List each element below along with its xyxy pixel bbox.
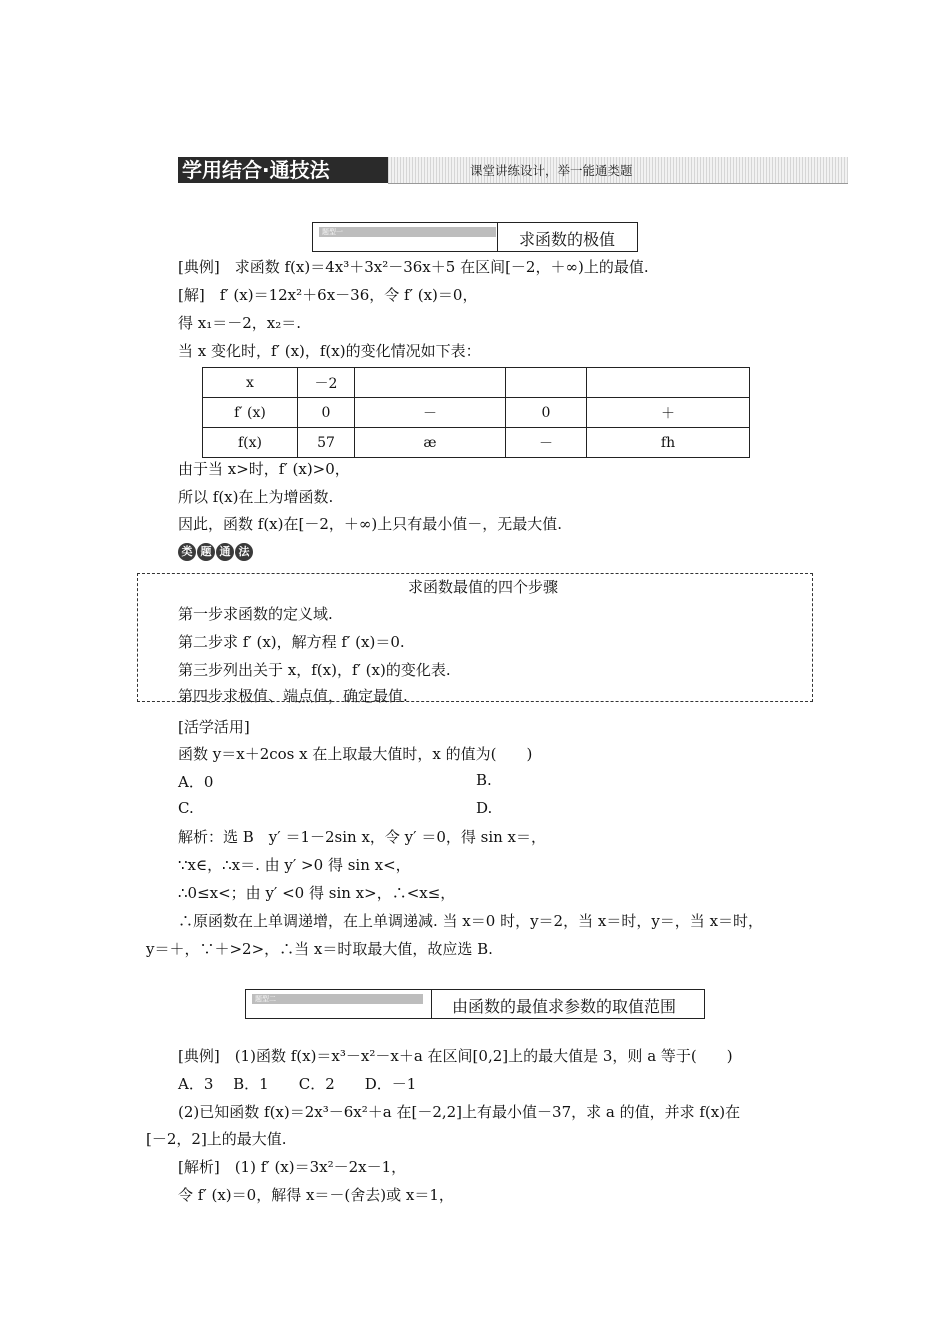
table-row	[203, 398, 750, 428]
example1-line3: 得 x₁＝－2，x₂＝.	[178, 314, 302, 332]
example2-solution-2: 令 f′ (x)＝0，解得 x＝－(舍去)或 x＝1，	[178, 1186, 454, 1204]
example2-options: A．3 B．1 C．2 D．－1	[178, 1075, 417, 1093]
table-row	[203, 368, 750, 398]
table-cell: x	[203, 368, 298, 398]
section-banner-title: 学用结合·通技法	[178, 157, 388, 183]
example1-line2: [解] f′ (x)＝12x²＋6x－36，令 f′ (x)＝0，	[178, 286, 478, 304]
topic-divider	[497, 223, 498, 251]
table-cell	[506, 368, 587, 398]
table-cell: －2	[298, 368, 355, 398]
table-cell: f(x)	[203, 428, 298, 458]
topic-title-1: 求函数的极值	[519, 230, 616, 249]
answer-line-5: y＝＋，∵＋>2>，∴当 x＝时取最大值，故应选 B.	[146, 940, 493, 958]
badge-char: 题	[197, 543, 215, 561]
method-badge	[178, 543, 253, 561]
step-2: 第二步求 f′ (x)，解方程 f′ (x)＝0.	[178, 633, 405, 651]
table-row	[203, 428, 750, 458]
example1-line1: [典例] 求函数 f(x)＝4x³＋3x²－36x＋5 在区间[－2，＋∞)上的最值.	[178, 258, 649, 276]
topic-tag-1: 题型一	[319, 227, 496, 237]
example1-line4: 当 x 变化时，f′ (x)，f(x)的变化情况如下表：	[178, 342, 481, 360]
practice-heading: [活学活用]	[178, 718, 250, 736]
example1-conclusion-2: 所以 f(x)在上为增函数.	[178, 488, 334, 506]
table-cell: ＋	[587, 398, 750, 428]
badge-char: 通	[216, 543, 234, 561]
answer-line-1: 解析：选 B y′ ＝1－2sin x，令 y′ ＝0，得 sin x＝，	[178, 828, 547, 846]
table-cell: 0	[298, 398, 355, 428]
topic-header-2	[245, 989, 705, 1019]
topic-header-1	[312, 222, 638, 252]
example1-conclusion-1: 由于当 x>时，f′ (x)>0，	[178, 460, 350, 478]
example1-conclusion-3: 因此，函数 f(x)在[－2，＋∞)上只有最小值－，无最大值.	[178, 515, 562, 533]
option-a: A．0	[178, 773, 214, 791]
table-cell: æ	[355, 428, 506, 458]
table-cell: 0	[506, 398, 587, 428]
option-b: B.	[476, 771, 492, 789]
table-cell: －	[355, 398, 506, 428]
practice-question: 函数 y＝x＋2cos x 在上取最大值时，x 的值为( )	[178, 745, 533, 763]
topic-divider	[431, 990, 432, 1018]
answer-line-3: ∴0≤x<；由 y′ <0 得 sin x>，∴<x≤，	[178, 884, 456, 902]
step-4: 第四步求极值、端点值，确定最值.	[178, 687, 408, 705]
section-banner-subtitle: 课堂讲练设计，举一能通类题	[470, 163, 633, 178]
badge-char: 类	[178, 543, 196, 561]
option-d: D.	[476, 799, 493, 817]
example2-line3: (2)已知函数 f(x)＝2x³－6x²＋a 在[－2,2]上有最小值－37，求 a 的值，并求 f(x)在	[178, 1103, 741, 1121]
steps-box	[137, 573, 813, 705]
example2-line1: [典例] (1)函数 f(x)＝x³－x²－x＋a 在区间[0,2]上的最大值是 3，则 a 等于( )	[178, 1047, 733, 1065]
badge-char: 法	[235, 543, 253, 561]
topic-tag-2: 题型二	[252, 994, 423, 1004]
table-cell	[355, 368, 506, 398]
table-cell: －	[506, 428, 587, 458]
variation-table	[202, 367, 750, 458]
topic-title-2: 由函数的最值求参数的取值范围	[452, 997, 677, 1016]
table-cell	[587, 368, 750, 398]
table-cell: fh	[587, 428, 750, 458]
option-c: C.	[178, 799, 194, 817]
example2-solution-1: [解析] (1) f′ (x)＝3x²－2x－1，	[178, 1158, 407, 1176]
table-cell: f′ (x)	[203, 398, 298, 428]
table-cell: 57	[298, 428, 355, 458]
step-3: 第三步列出关于 x，f(x)，f′ (x)的变化表.	[178, 661, 451, 679]
example2-line4: [－2，2]上的最大值.	[146, 1130, 287, 1148]
answer-line-4: ∴原函数在上单调递增，在上单调递减. 当 x＝0 时，y＝2，当 x＝时，y＝，当 x＝时，	[178, 912, 764, 930]
section-banner-subtitle-bar	[388, 157, 848, 184]
answer-line-2: ∵x∈，∴x＝. 由 y′ >0 得 sin x<，	[178, 856, 411, 874]
step-1: 第一步求函数的定义域.	[178, 605, 333, 623]
steps-title: 求函数最值的四个步骤	[408, 578, 559, 596]
